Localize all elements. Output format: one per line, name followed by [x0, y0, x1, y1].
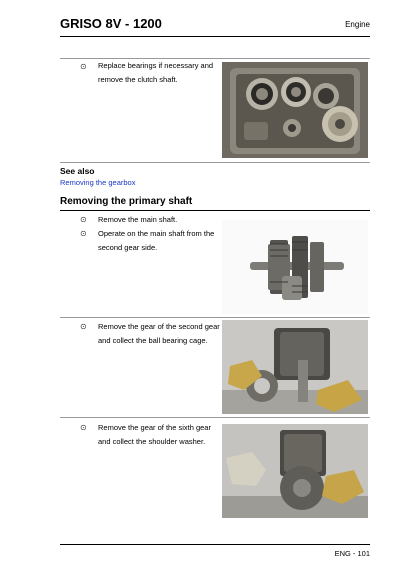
step-text: Remove the gear of the second gear and collect the ball bearing cage.: [98, 322, 220, 345]
divider: [60, 317, 370, 318]
bullet-icon: ⊙: [80, 62, 87, 71]
main-shaft-photo: [222, 220, 368, 314]
bullet-icon: ⊙: [80, 423, 87, 432]
step-text: Replace bearings if necessary and remove the clutch shaft.: [98, 61, 214, 84]
header-rule: [60, 36, 370, 37]
step-text: Remove the gear of the sixth gear and collect the shoulder washer.: [98, 423, 211, 446]
page-number: ENG - 101: [334, 549, 370, 558]
removing-gearbox-link[interactable]: Removing the gearbox: [60, 178, 136, 187]
divider: [60, 417, 370, 418]
clutch-housing-photo: [222, 62, 368, 158]
section-rule: [60, 210, 370, 211]
bullet-icon: ⊙: [80, 229, 87, 238]
step-text: Remove the main shaft.: [98, 215, 178, 224]
bullet-icon: ⊙: [80, 215, 87, 224]
sixth-gear-removal-photo: [222, 424, 368, 518]
second-gear-removal-photo: [222, 320, 368, 414]
bullet-icon: ⊙: [80, 322, 87, 331]
step-text: Operate on the main shaft from the second gear side.: [98, 229, 215, 252]
see-also-heading: See also: [60, 166, 95, 176]
footer-rule: [60, 544, 370, 545]
section-name: Engine: [345, 20, 370, 29]
document-title: GRISO 8V - 1200: [60, 16, 162, 31]
section-title: Removing the primary shaft: [60, 196, 193, 207]
divider: [60, 162, 370, 163]
